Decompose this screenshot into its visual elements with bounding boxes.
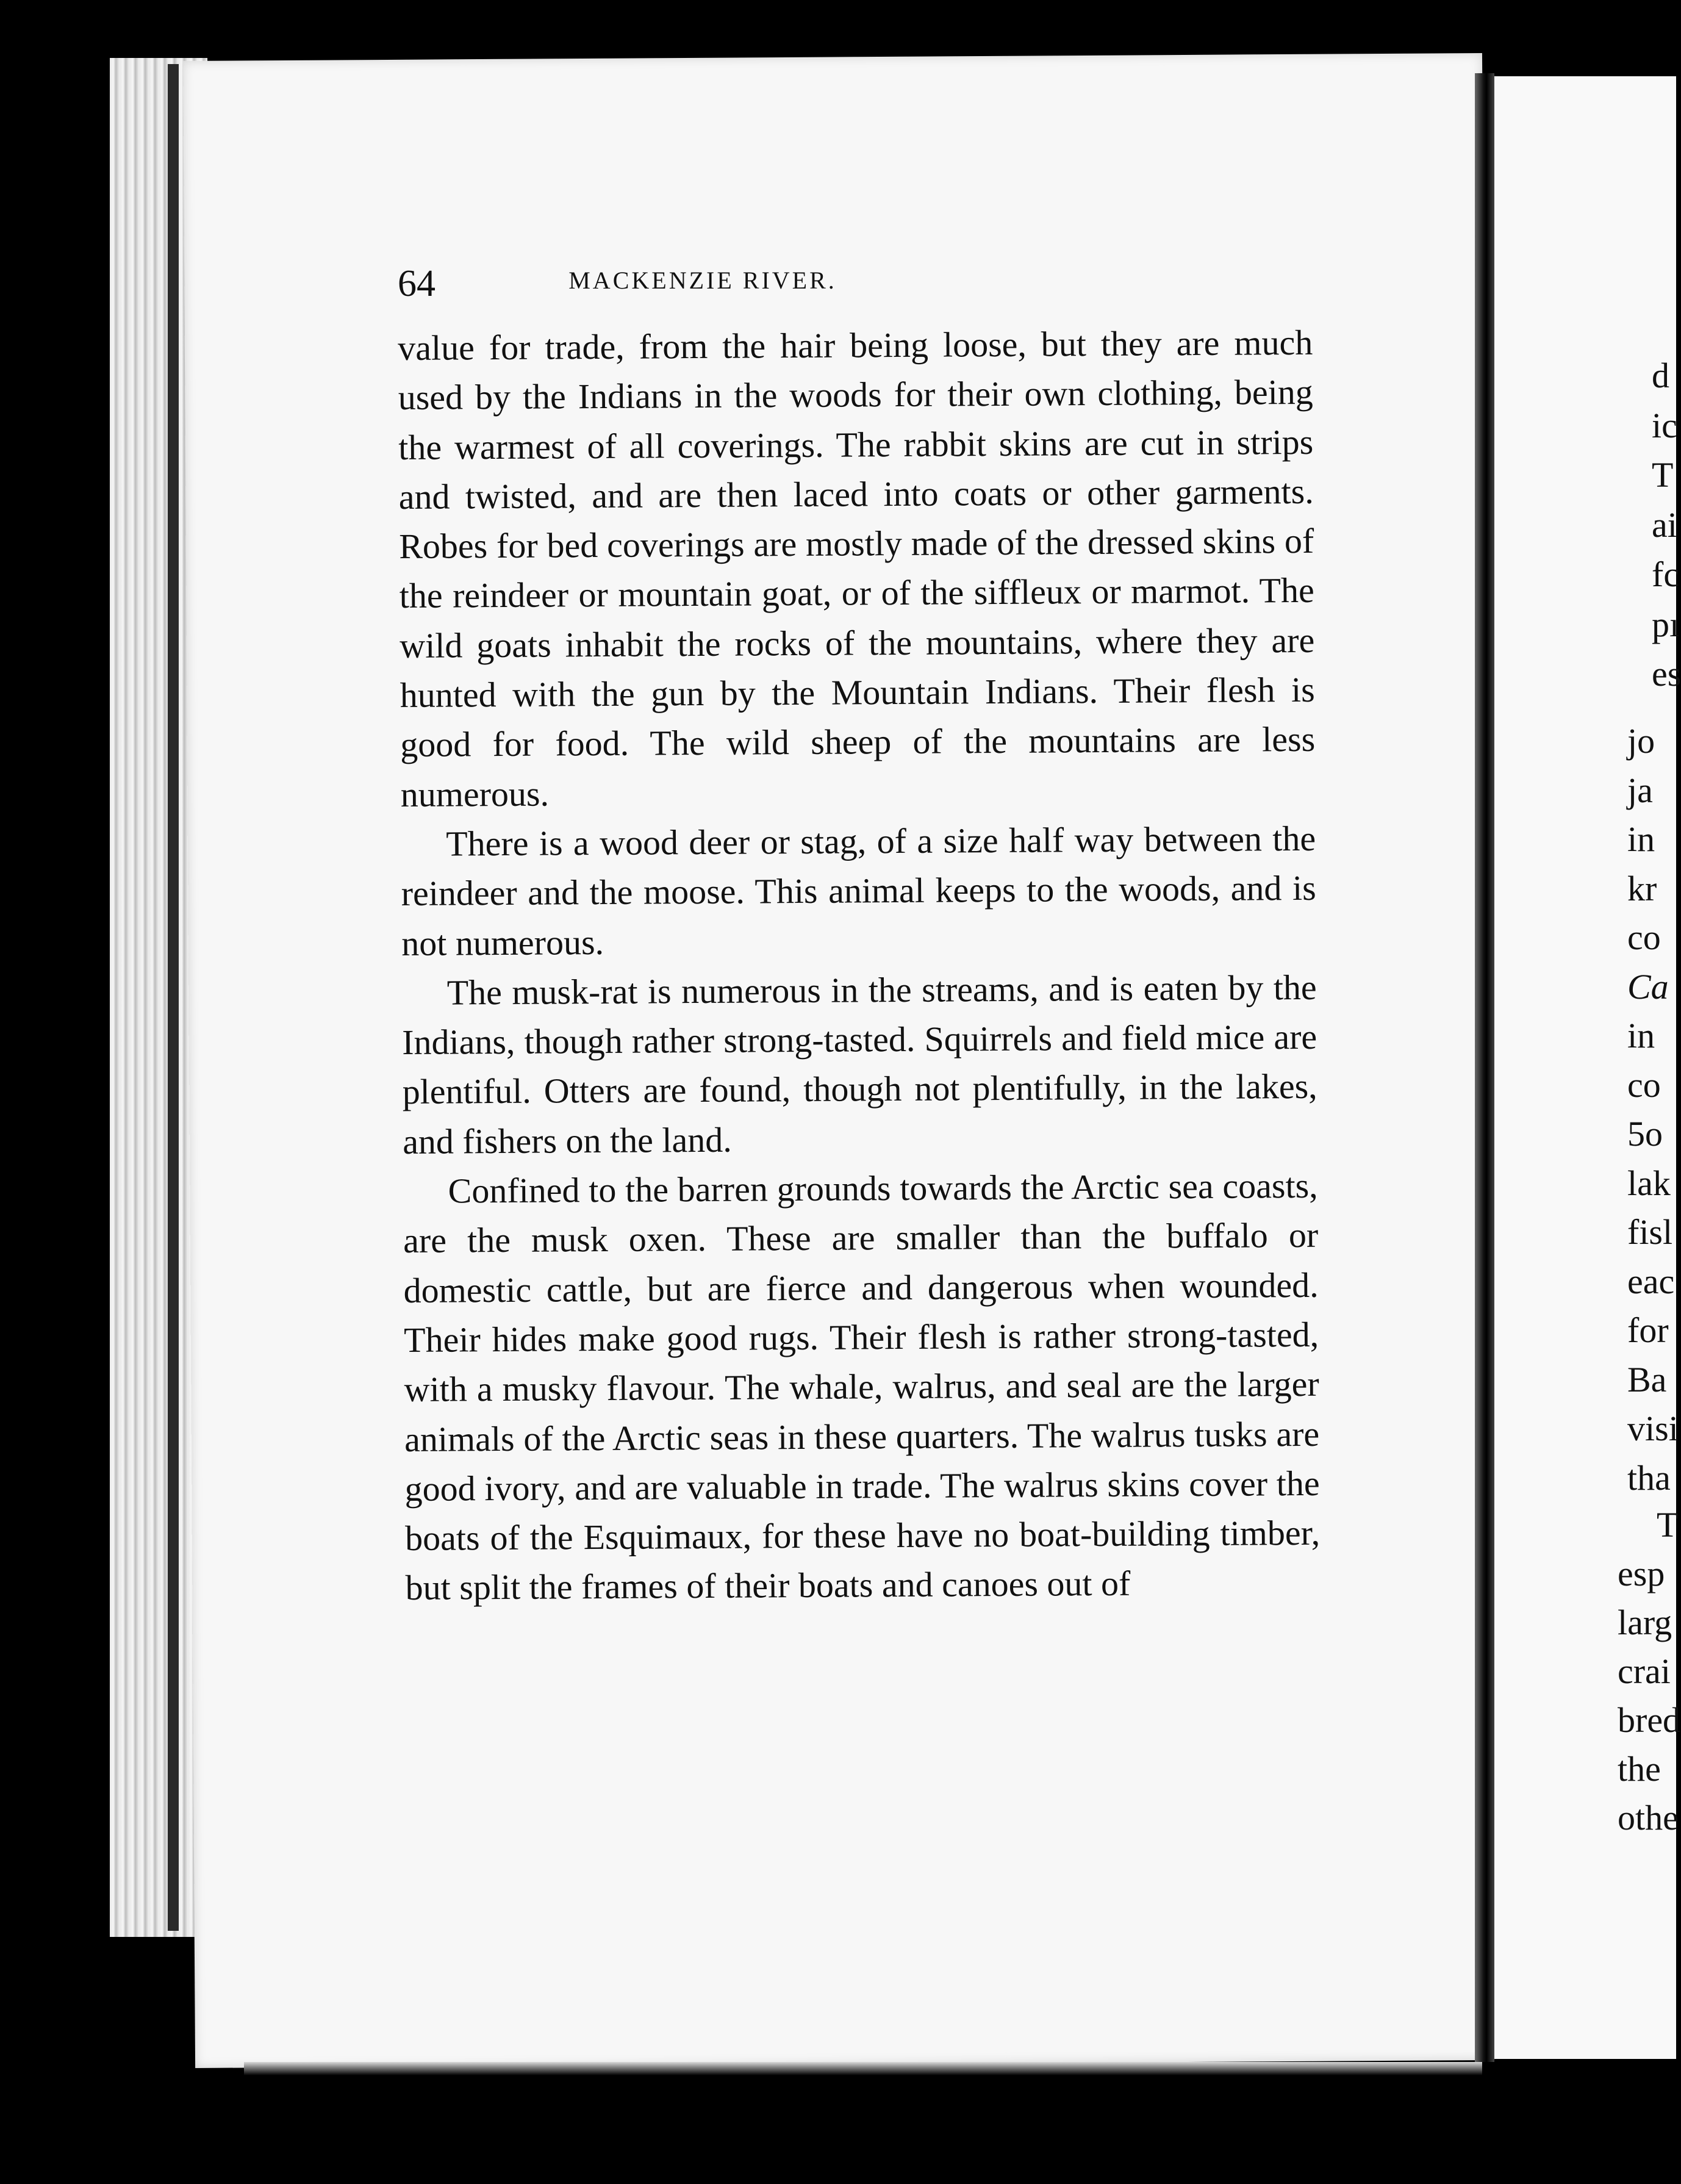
paragraph-2: There is a wood deer or stag, of a size half way between the reindeer and the moose. This animal keeps to the woods, and is not numerous. xyxy=(401,818,1316,963)
adjacent-fragment: in xyxy=(1627,819,1655,859)
adjacent-fragment: jo xyxy=(1627,721,1655,761)
adjacent-fragment: eac xyxy=(1627,1261,1675,1301)
adjacent-page-fragments-top xyxy=(1652,351,1681,699)
running-head: MACKENZIE RIVER. xyxy=(568,267,837,294)
adjacent-page-fragments-middle xyxy=(1627,717,1679,1503)
adjacent-fragment: the xyxy=(1618,1749,1661,1789)
adjacent-fragment: in xyxy=(1627,1016,1655,1055)
adjacent-fragment: esp xyxy=(1618,1554,1665,1593)
adjacent-fragment: larg xyxy=(1618,1603,1672,1642)
adjacent-fragment: othe xyxy=(1618,1798,1679,1837)
adjacent-fragment: T xyxy=(1657,1505,1679,1545)
adjacent-fragment: lak xyxy=(1627,1163,1671,1203)
adjacent-fragment: visi xyxy=(1627,1409,1679,1448)
paragraph-1: value for trade, from the hair being loose, but they are much used by the Indians in the woods for their own clothing, being the warmest of all coverings. The rabbit skins are cut in strips and twisted, and are then laced into coats or other garments. Robes for bed coverings are mostly made of the dressed skins of the reindeer or mountain goat, or of the siffleux or marmot. The wild goats inhabit the rocks of the mountains, where they are hunted with the gun by the Mountain Indians. Their flesh is good for food. The wild sheep of the mountains are less numerous. xyxy=(398,322,1316,814)
book-edge-shadow xyxy=(168,64,179,1931)
adjacent-fragment: Ca xyxy=(1627,966,1669,1007)
adjacent-fragment: Ba xyxy=(1627,1359,1667,1399)
page-header xyxy=(398,262,1008,317)
book-gutter xyxy=(1475,73,1494,2062)
page-body-text xyxy=(398,318,1321,1613)
adjacent-fragment: kr xyxy=(1627,868,1657,908)
adjacent-fragment: ic xyxy=(1652,405,1677,445)
page-number: 64 xyxy=(398,263,435,304)
paragraph-4: Confined to the barren grounds towards the Arctic sea coasts, are the musk oxen. These are smaller than the buffalo or domestic cattle, but are fierce and dangerous when wounded. Their hides make good rugs. Their flesh is rather strong-tasted, with a musky flavour. The whale, walrus, and seal are the larger animals of the Arctic seas in these quarters. The walrus tusks are good ivory, and are valuable in trade. The walrus skins cover the boats of the Esquimaux, for these have no boat-building timber, but split the frames of their boats and canoes out of xyxy=(403,1165,1321,1608)
adjacent-fragment: ai xyxy=(1652,505,1677,545)
adjacent-fragment: crai xyxy=(1618,1651,1671,1691)
paragraph-3: The musk-rat is numerous in the streams, and is eaten by the Indians, though rather strong-tasted. Squirrels and field mice are plentiful. Otters are found, though not plentifully, in the lakes, and fishers on the land. xyxy=(402,967,1317,1162)
adjacent-fragment: d xyxy=(1652,356,1669,395)
adjacent-fragment: bred xyxy=(1618,1700,1681,1740)
adjacent-fragment: fc xyxy=(1652,555,1680,594)
adjacent-fragment: tha xyxy=(1627,1457,1671,1498)
adjacent-page-fragments-bottom xyxy=(1618,1501,1681,1842)
adjacent-fragment: co xyxy=(1627,918,1661,957)
adjacent-fragment: pı xyxy=(1652,604,1680,644)
adjacent-fragment: fisl xyxy=(1627,1212,1673,1252)
adjacent-fragment: ja xyxy=(1627,770,1653,810)
adjacent-fragment: es xyxy=(1652,654,1681,694)
adjacent-fragment: 5o xyxy=(1627,1114,1663,1154)
adjacent-fragment: for xyxy=(1627,1310,1669,1350)
page-bottom-shadow xyxy=(244,2062,1482,2075)
adjacent-fragment: T xyxy=(1652,455,1674,495)
adjacent-fragment: co xyxy=(1627,1065,1661,1105)
